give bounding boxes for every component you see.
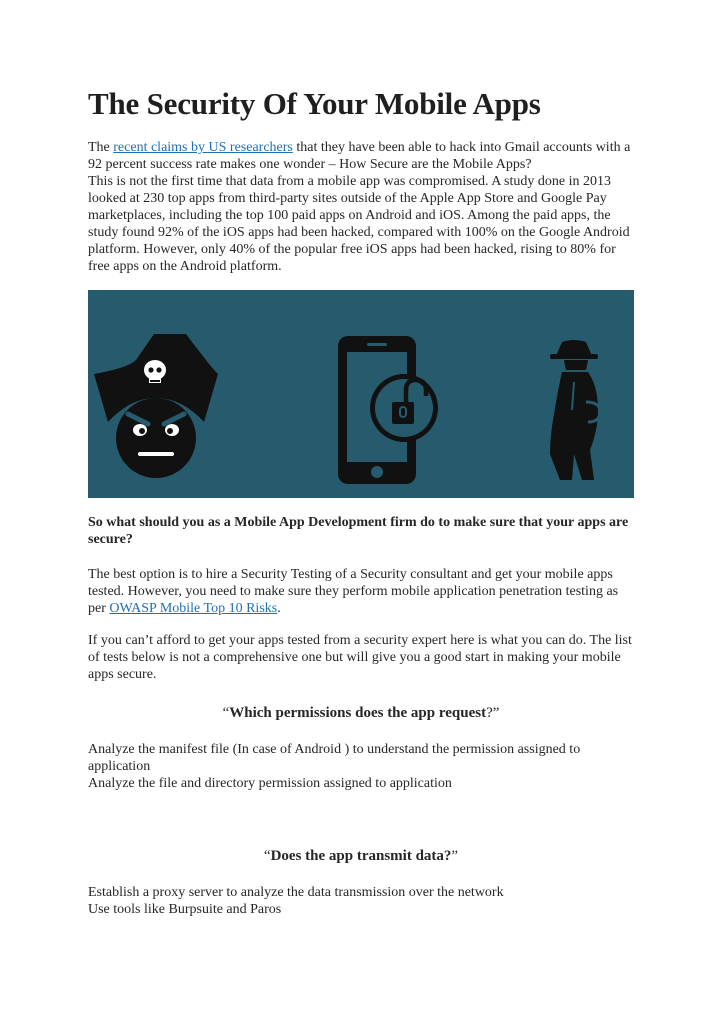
section-question: So what should you as a Mobile App Development firm do to make sure that your apps are secure? [88,515,629,547]
smartphone-unlocked-icon [338,336,438,484]
hero-illustration [88,290,634,498]
cant-afford-paragraph: If you can’t afford to get your apps tested from a security expert here is what you can do. The list of tests below is not a comprehensive one but will give you a good start in making your mobile apps secure. [88,633,632,682]
spy-icon [550,340,600,480]
owasp-link[interactable]: OWASP Mobile Top 10 Risks [109,601,278,616]
transmit-line-1: Establish a proxy server to analyze the data transmission over the network [88,885,504,900]
transmit-line-2: Use tools like Burpsuite and Paros [88,902,282,917]
pirate-icon [94,334,218,478]
best-option-paragraph: The best option is to hire a Security Testing of a Security consultant and get your mobile apps tested. However, you need to make sure they perform mobile application penetration testing as per OWASP Mobile Top 10 Risks. [88,567,619,616]
intro-section [88,139,638,275]
permissions-line-2: Analyze the file and directory permission assigned to application [88,776,452,791]
intro-paragraph-1: The recent claims by US researchers that they have been able to hack into Gmail accounts with a 92 percent success rate makes one wonder – How Secure are the Mobile Apps? [88,140,631,172]
page-title: The Security Of Your Mobile Apps [88,86,541,121]
intro-paragraph-2: This is not the first time that data from a mobile app was compromised. A study done in 2013 looked at 230 top apps from third-party sites outside of the Apple App Store and Google Pay marketplaces, including the top 100 paid apps on Android and iOS. Among the paid apps, the study found 92% of the iOS apps had been hacked, compared with 100% on the Google Android platform. However, only 40% of the popular free iOS apps had been hacked, rising to 80% for free apps on the Android platform. [88,174,630,274]
permissions-heading: “Which permissions does the app request?” [222,705,500,721]
transmit-heading: “Does the app transmit data?” [263,848,459,864]
permissions-line-1: Analyze the manifest file (In case of Android ) to understand the permission assigned to application [88,742,581,774]
researchers-claims-link[interactable]: recent claims by US researchers [113,140,293,155]
